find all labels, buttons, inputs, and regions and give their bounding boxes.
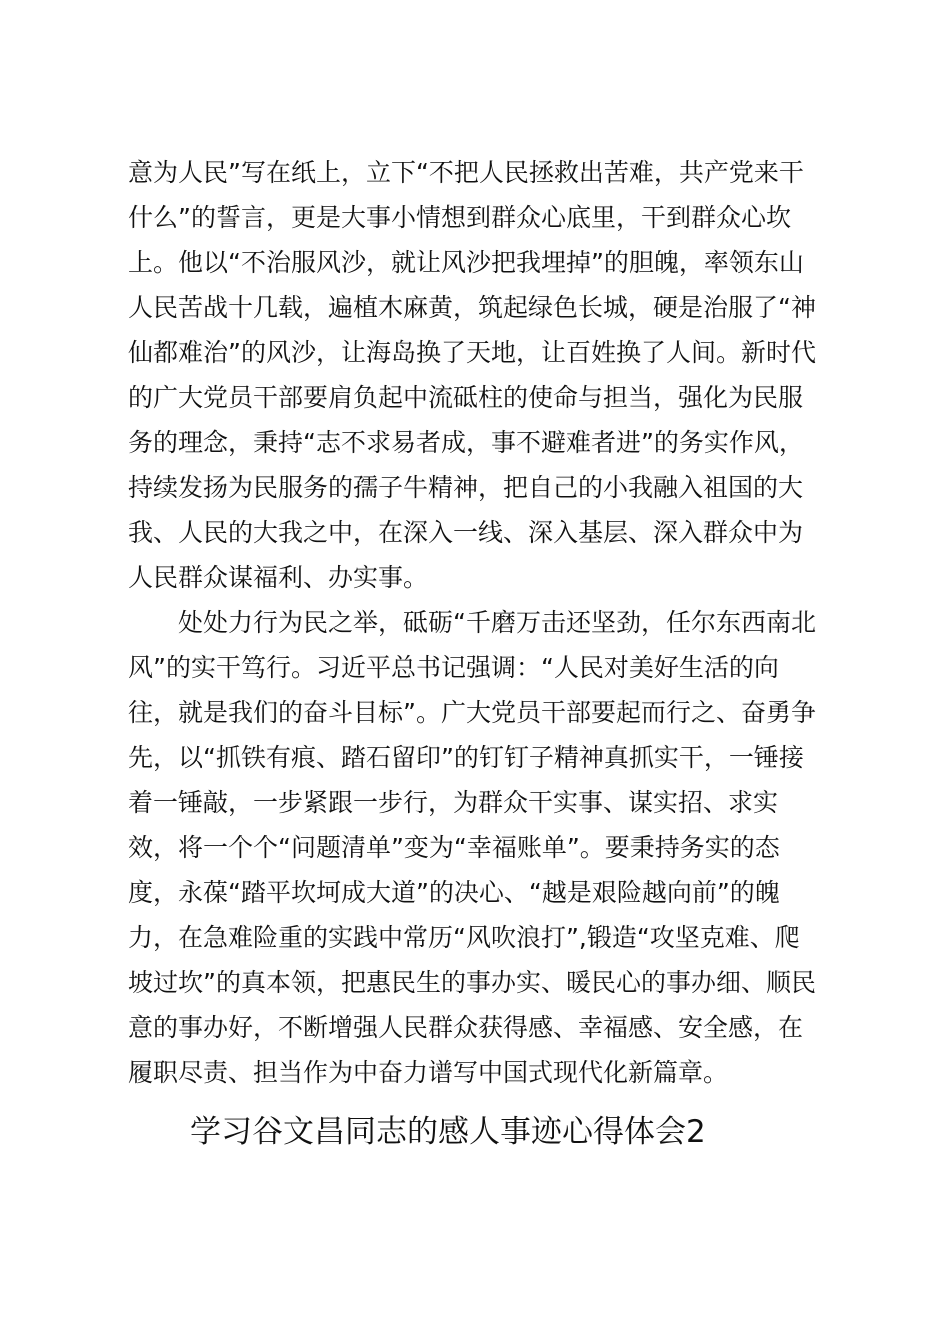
text-line: 的广大党员干部要肩负起中流砥柱的使命与担当，强化为民服 [128,383,804,412]
text-line: 效，将一个个“问题清单”变为“幸福账单”。要秉持务实的态 [128,833,780,862]
text-line: 仙都难治”的风沙，让海岛换了天地，让百姓换了人间。新时代 [128,338,816,367]
text-line: 务的理念，秉持“志不求易者成，事不避难者进”的务实作风， [128,428,804,457]
text-line: 往，就是我们的奋斗目标”。广大党员干部要起而行之、奋勇争 [128,698,816,727]
text-line: 坡过坎”的真本领，把惠民生的事办实、暖民心的事办细、顺民 [128,968,816,997]
text-line: 意为人民”写在纸上，立下“不把人民拯救出苦难，共产党来干 [128,158,804,187]
text-line: 人民群众谋福利、办实事。 [128,563,429,592]
text-line: 人民苦战十几载，遍植木麻黄，筑起绿色长城，硬是治服了“神 [128,293,816,322]
text-line: 持续发扬为民服务的孺子牛精神，把自己的小我融入祖国的大 [128,473,804,502]
paragraph-start-line: 处处力行为民之举，砥砺“千磨万击还坚劲，任尔东西南北 [178,608,816,637]
section-heading: 学习谷文昌同志的感人事迹心得体会2 [190,1114,706,1150]
text-line: 着一锤敲，一步紧跟一步行，为群众干实事、谋实招、求实 [128,788,779,817]
text-line: 力，在急难险重的实践中常历“风吹浪打”,锻造“攻坚克难、爬 [128,923,800,952]
text-line: 什么”的誓言，更是大事小情想到群众心底里，干到群众心坎 [128,203,791,232]
text-line: 上。他以“不治服风沙，就让风沙把我埋掉”的胆魄，率领东山 [128,248,804,277]
text-line: 度，永葆“踏平坎坷成大道”的决心、“越是艰险越向前”的魄 [128,878,780,907]
text-line: 意的事办好，不断增强人民群众获得感、幸福感、安全感，在 [128,1013,804,1042]
body-text [128,150,838,1095]
text-line: 先，以“抓铁有痕、踏石留印”的钉钉子精神真抓实干，一锤接 [128,743,804,772]
text-line: 履职尽责、担当作为中奋力谱写中国式现代化新篇章。 [128,1058,729,1087]
text-line: 风”的实干笃行。习近平总书记强调：“人民对美好生活的向 [128,653,779,682]
text-line: 我、人民的大我之中，在深入一线、深入基层、深入群众中为 [128,518,804,547]
